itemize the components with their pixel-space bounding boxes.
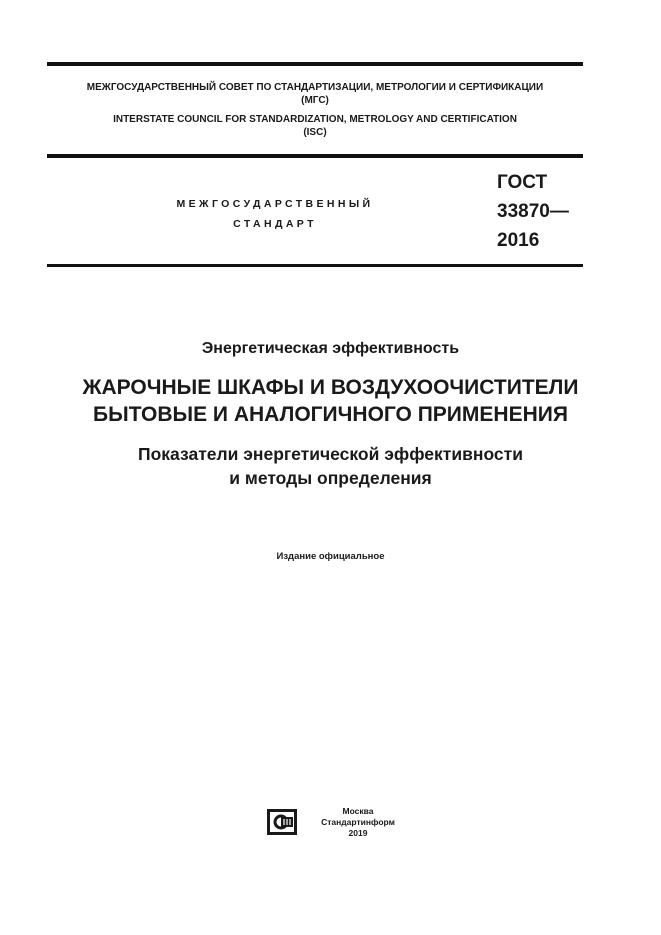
council-ru-line2: (МГС) [301,95,329,106]
council-ru-line1: МЕЖГОСУДАРСТВЕННЫЙ СОВЕТ ПО СТАНДАРТИЗАЦИИ, МЕТРОЛОГИИ И СЕРТИФИКАЦИИ [86,82,544,93]
sub-title [0,442,661,490]
publisher-info [313,806,403,839]
main-title-line1: ЖАРОЧНЫЕ ШКАФЫ И ВОЗДУХООЧИСТИТЕЛИ [82,376,579,399]
council-en-line2: (ISC) [303,127,327,138]
publisher-city: Москва [342,806,374,816]
council-name-ru [47,81,583,107]
standard-type-line1: МЕЖГОСУДАРСТВЕННЫЙ [176,198,374,210]
bottom-rule [47,264,583,267]
publisher-name: Стандартинформ [321,817,395,827]
sub-title-line2: и методы определения [229,468,432,488]
main-title [0,374,661,428]
standard-type-line2: СТАНДАРТ [233,218,317,230]
gost-number: 33870— [497,201,569,222]
gost-label: ГОСТ [497,172,548,193]
subject-title: Энергетическая эффективность [201,340,460,357]
gost-designation [497,168,569,255]
gost-year: 2016 [497,230,540,251]
council-en-line1: INTERSTATE COUNCIL FOR STANDARDIZATION, METROLOGY AND CERTIFICATION [113,114,517,125]
sub-title-line1: Показатели энергетической эффективности [138,444,523,464]
standartinform-logo-icon [266,808,298,836]
council-name-en [47,113,583,139]
middle-rule [47,154,583,158]
top-rule [47,62,583,66]
main-title-line2: БЫТОВЫЕ И АНАЛОГИЧНОГО ПРИМЕНЕНИЯ [93,403,568,426]
standard-type [120,194,430,234]
edition-label: Издание официальное [276,551,385,562]
publisher-year: 2019 [348,828,368,838]
